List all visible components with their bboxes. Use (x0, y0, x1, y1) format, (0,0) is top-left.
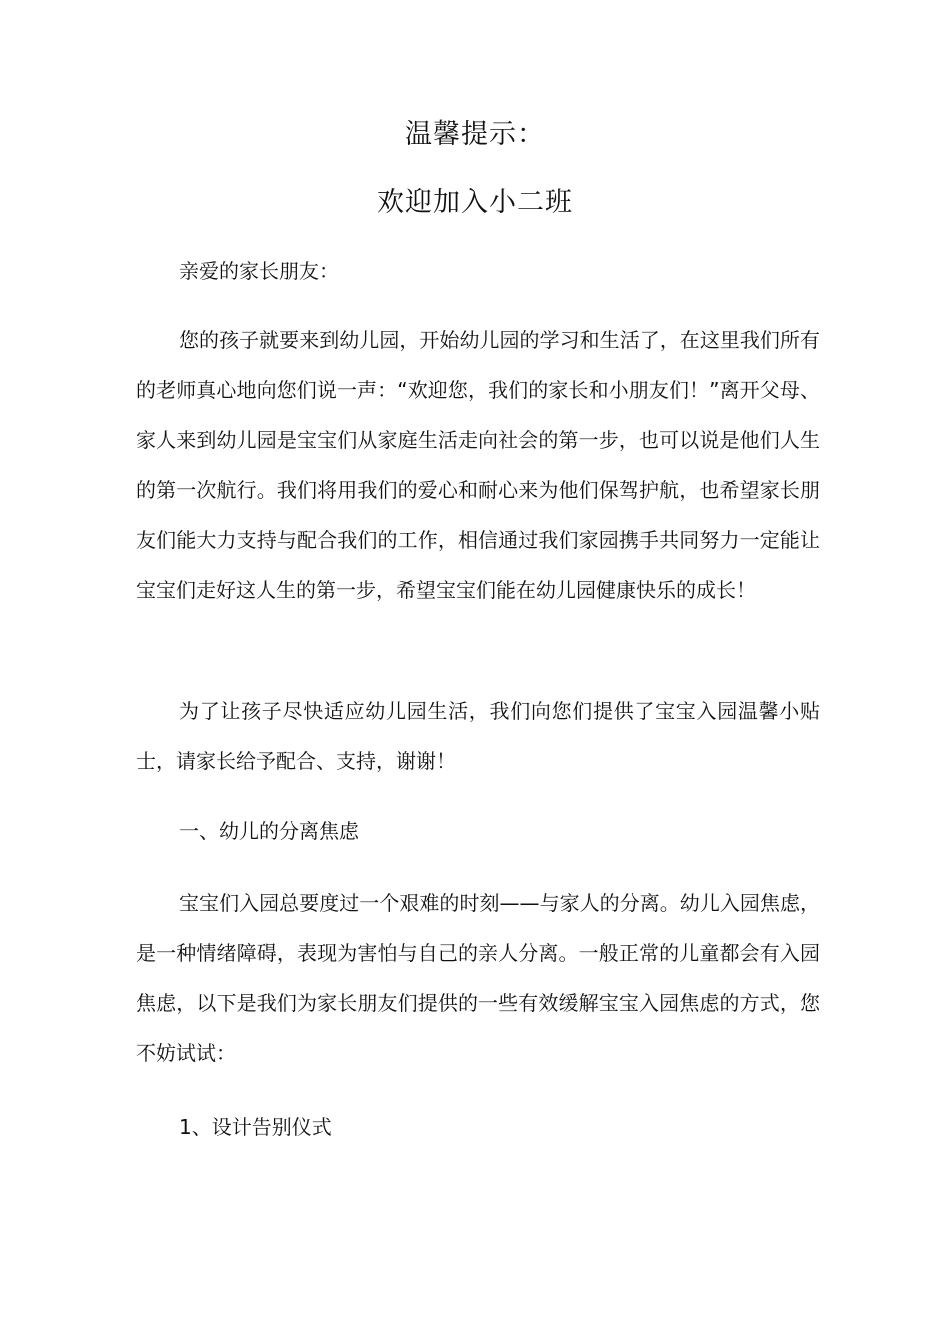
document-title: 温馨提示： (405, 119, 545, 150)
section-heading-separation-anxiety: 一、幼儿的分离焦虑 (179, 819, 359, 843)
separation-anxiety-paragraph: 宝宝们入园总要度过一个艰难的时刻——与家人的分离。幼儿入园焦虑，是一种情绪障碍，表现为害怕与自己的亲人分离。一般正常的儿童都会有入园焦虑，以下是我们为家长朋友们提供的一些有效缓解宝宝入园焦虑的方式，您不妨试试： (136, 891, 820, 1065)
greeting-line: 亲爱的家长朋友： (179, 259, 339, 283)
tips-paragraph: 为了让孩子尽快适应幼儿园生活，我们向您们提供了宝宝入园温馨小贴士，请家长给予配合、支持，谢谢！ (136, 699, 820, 773)
item-heading-farewell-ritual: 1、设计告别仪式 (179, 1115, 332, 1139)
document-subtitle: 欢迎加入小二班 (377, 187, 573, 218)
intro-paragraph: 您的孩子就要来到幼儿园，开始幼儿园的学习和生活了，在这里我们所有的老师真心地向您们说一声：“欢迎您，我们的家长和小朋友们！”离开父母、家人来到幼儿园是宝宝们从家庭生活走向社会的第一步，也可以说是他们人生的第一次航行。我们将用我们的爱心和耐心来为他们保驾护航，也希望家长朋友们能大力支持与配合我们的工作，相信通过我们家园携手共同努力一定能让宝宝们走好这人生的第一步，希望宝宝们能在幼儿园健康快乐的成长！ (136, 328, 820, 602)
